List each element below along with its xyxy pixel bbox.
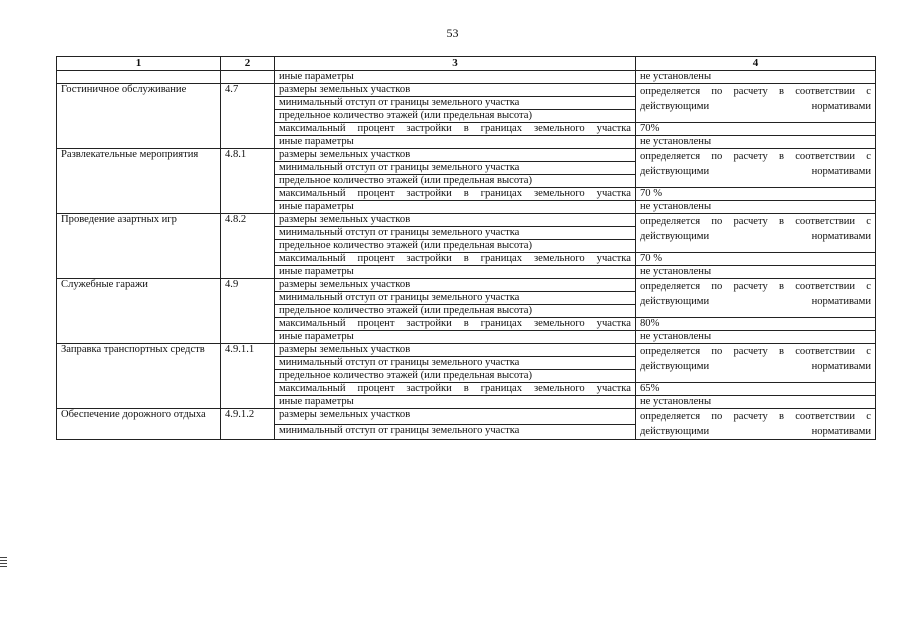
land-use-code-cell: 4.7 (221, 84, 275, 149)
table-row (57, 279, 876, 292)
parameter-cell: максимальный процент застройки в границах земельного участка (275, 188, 636, 201)
percent-value-cell: 80% (636, 318, 876, 331)
percent-value-cell: 70% (636, 123, 876, 136)
norms-value-cell: определяется по расчету в соответствии с действующими нормативами (636, 344, 876, 383)
value-cell: не установлены (636, 396, 876, 409)
land-use-code-cell (221, 71, 275, 84)
parameter-cell: размеры земельных участков (275, 214, 636, 227)
margin-marks (0, 557, 7, 569)
column-header-4: 4 (636, 57, 876, 71)
parameter-cell: размеры земельных участков (275, 409, 636, 425)
table-header-row (57, 57, 876, 71)
parameter-cell: иные параметры (275, 136, 636, 149)
table-body (57, 71, 876, 440)
percent-value-cell: 70 % (636, 188, 876, 201)
percent-value-cell: 65% (636, 383, 876, 396)
parameter-cell: предельное количество этажей (или предельная высота) (275, 370, 636, 383)
parameter-cell: предельное количество этажей (или предельная высота) (275, 110, 636, 123)
land-use-code-cell: 4.9.1.1 (221, 344, 275, 409)
parameter-cell: максимальный процент застройки в границах земельного участка (275, 318, 636, 331)
value-cell: не установлены (636, 71, 876, 84)
parameter-cell: иные параметры (275, 71, 636, 84)
table-row (57, 149, 876, 162)
column-header-2: 2 (221, 57, 275, 71)
column-header-3: 3 (275, 57, 636, 71)
norms-value-cell: определяется по расчету в соответствии с действующими нормативами (636, 84, 876, 123)
parameter-cell: предельное количество этажей (или предельная высота) (275, 240, 636, 253)
parameter-cell: минимальный отступ от границы земельного участка (275, 97, 636, 110)
land-use-name-cell: Развлекательные мероприятия (57, 149, 221, 214)
value-cell: не установлены (636, 201, 876, 214)
percent-value-cell: 70 % (636, 253, 876, 266)
parameter-cell: размеры земельных участков (275, 279, 636, 292)
column-header-1: 1 (57, 57, 221, 71)
land-use-name-cell: Гостиничное обслуживание (57, 84, 221, 149)
land-use-code-cell: 4.8.2 (221, 214, 275, 279)
parameter-cell: максимальный процент застройки в границах земельного участка (275, 123, 636, 136)
parameter-cell: предельное количество этажей (или предельная высота) (275, 175, 636, 188)
norms-value-cell: определяется по расчету в соответствии с действующими нормативами (636, 214, 876, 253)
parameter-cell: максимальный процент застройки в границах земельного участка (275, 383, 636, 396)
parameter-cell: минимальный отступ от границы земельного участка (275, 424, 636, 440)
land-use-code-cell: 4.9 (221, 279, 275, 344)
norms-value-cell: определяется по расчету в соответствии с действующими нормативами (636, 409, 876, 440)
value-cell: не установлены (636, 266, 876, 279)
table-row (57, 409, 876, 425)
parameter-cell: размеры земельных участков (275, 344, 636, 357)
parameter-cell: минимальный отступ от границы земельного участка (275, 227, 636, 240)
table-row (57, 344, 876, 357)
parameter-cell: иные параметры (275, 201, 636, 214)
parameter-cell: минимальный отступ от границы земельного участка (275, 292, 636, 305)
table-row (57, 71, 876, 84)
land-use-name-cell: Заправка транспортных средств (57, 344, 221, 409)
norms-value-cell: определяется по расчету в соответствии с действующими нормативами (636, 279, 876, 318)
value-cell: не установлены (636, 331, 876, 344)
table-row (57, 84, 876, 97)
parameter-cell: размеры земельных участков (275, 149, 636, 162)
land-use-name-cell (57, 71, 221, 84)
parameter-cell: предельное количество этажей (или предельная высота) (275, 305, 636, 318)
value-cell: не установлены (636, 136, 876, 149)
parameter-cell: минимальный отступ от границы земельного участка (275, 357, 636, 370)
regulations-table (56, 56, 876, 440)
land-use-name-cell: Обеспечение дорожного отдыха (57, 409, 221, 440)
land-use-name-cell: Служебные гаражи (57, 279, 221, 344)
parameter-cell: иные параметры (275, 331, 636, 344)
parameter-cell: максимальный процент застройки в границах земельного участка (275, 253, 636, 266)
parameter-cell: иные параметры (275, 396, 636, 409)
parameter-cell: иные параметры (275, 266, 636, 279)
table-row (57, 214, 876, 227)
page-number: 53 (446, 26, 459, 40)
norms-value-cell: определяется по расчету в соответствии с действующими нормативами (636, 149, 876, 188)
land-use-code-cell: 4.9.1.2 (221, 409, 275, 440)
parameter-cell: размеры земельных участков (275, 84, 636, 97)
land-use-name-cell: Проведение азартных игр (57, 214, 221, 279)
land-use-code-cell: 4.8.1 (221, 149, 275, 214)
parameter-cell: минимальный отступ от границы земельного участка (275, 162, 636, 175)
